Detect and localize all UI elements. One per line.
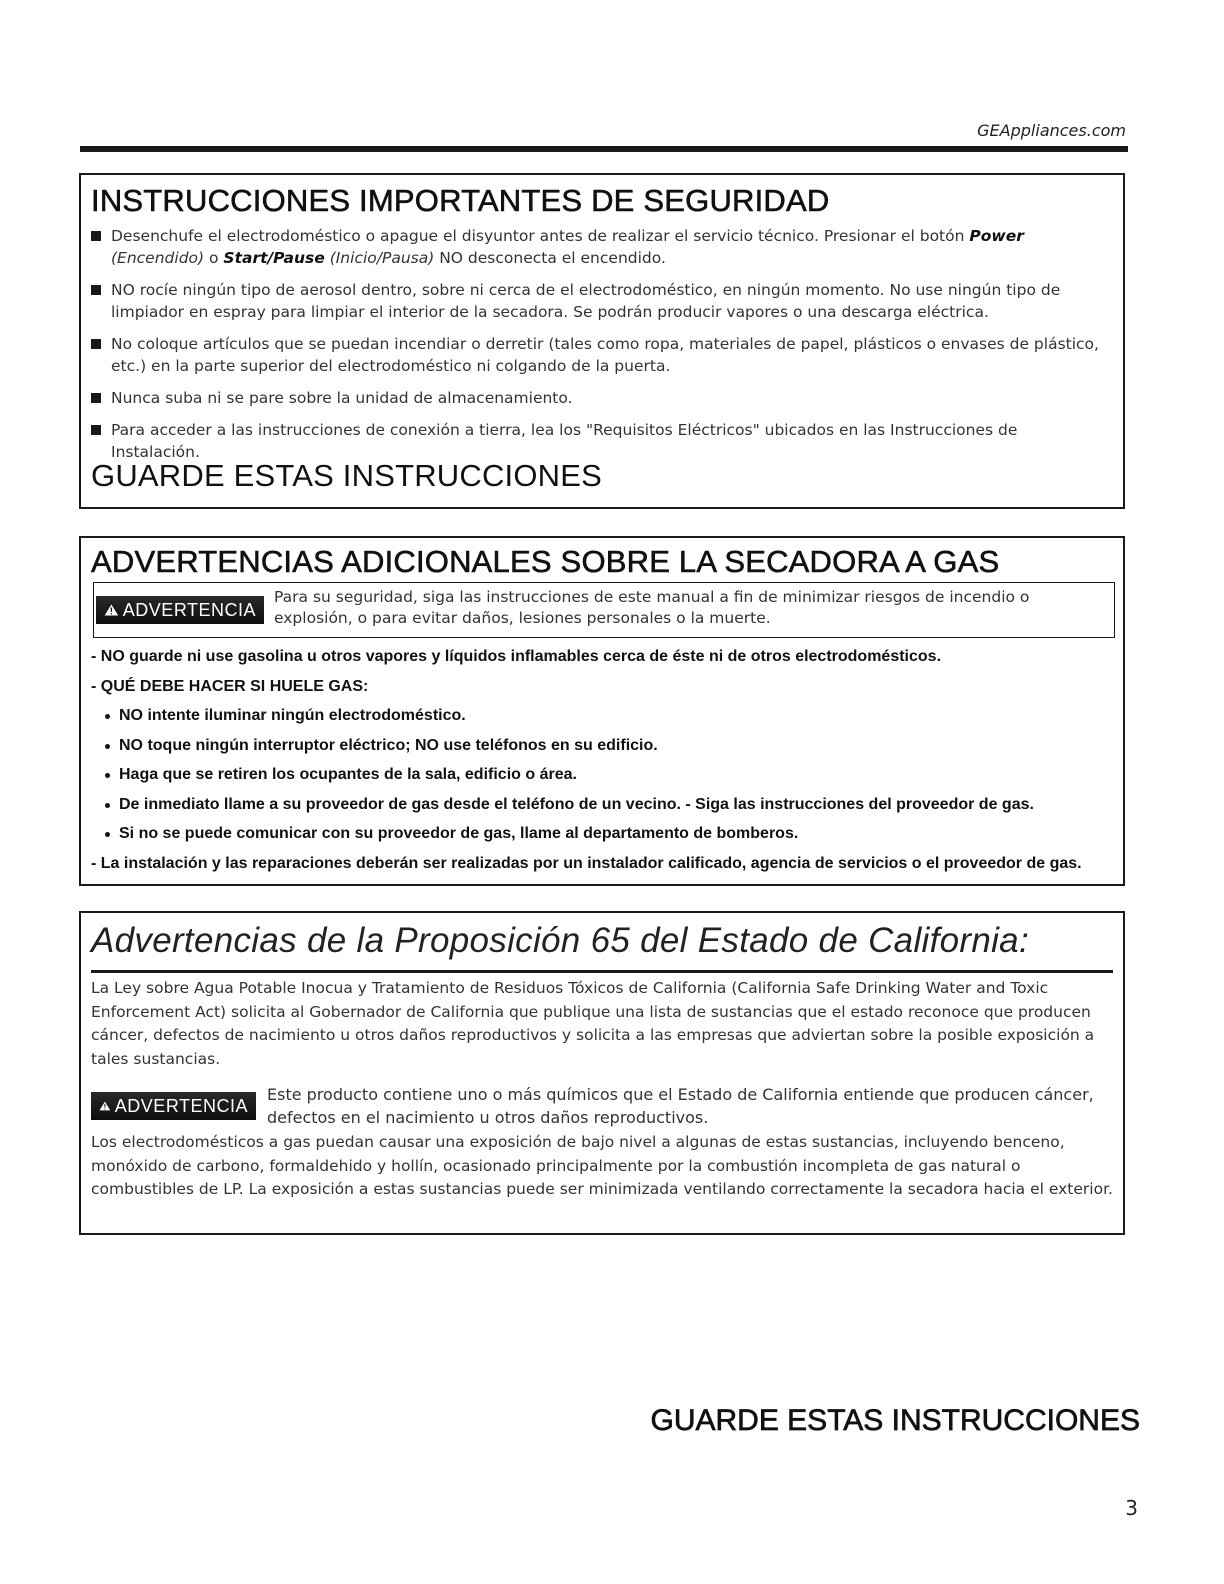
- list-item: Haga que se retiren los ocupantes de la sala, edificio o área.: [91, 764, 1121, 786]
- gas-line: - La instalación y las reparaciones deberán ser realizadas por un instalador calificado, agencia de servicios o el proveedor de gas.: [91, 854, 1082, 872]
- site-url: GEAppliances.com: [977, 121, 1126, 140]
- save-instructions-footer: GUARDE ESTAS INSTRUCCIONES: [650, 1404, 1140, 1437]
- prop65-paragraph-2: Los electrodomésticos a gas puedan causar una exposición de bajo nivel a algunas de estas sustancias, incluyendo benceno, monóxido de carbono, formaldehido y hollín, ocasionado principalmente por la combustión incompleta de gas natural o combustibles de LP. La exposición a estas sustancias puede ser minimizada ventilando correctamente la secadora hacia el exterior.: [91, 1133, 1113, 1198]
- prop65-box: [79, 911, 1125, 1235]
- square-bullet-icon: [91, 285, 101, 295]
- warning-triangle-icon: [99, 1096, 111, 1116]
- list-item: No coloque artículos que se puedan incendiar o derretir (tales como ropa, materiales de papel, plásticos o envases de plástico, etc.) en la parte superior del electrodoméstico ni colgando de la puerta.: [91, 333, 1111, 377]
- safety-title: INSTRUCCIONES IMPORTANTES DE SEGURIDAD: [91, 183, 830, 218]
- page-number: 3: [1125, 1496, 1138, 1520]
- bullet-icon: [105, 714, 110, 719]
- square-bullet-icon: [91, 425, 101, 435]
- warning-badge: ADVERTENCIA: [91, 1092, 256, 1120]
- bullet-icon: [105, 832, 110, 837]
- list-item: NO rocíe ningún tipo de aerosol dentro, sobre ni cerca de el electrodoméstico, en ningún momento. No use ningún tipo de limpiador en espray para limpiar el interior de la secadora. Se podrán producir vapores o una descarga eléctrica.: [91, 279, 1111, 323]
- gas-line: - QUÉ DEBE HACER SI HUELE GAS:: [91, 677, 369, 695]
- bullet-icon: [105, 744, 110, 749]
- gas-title: ADVERTENCIAS ADICIONALES SOBRE LA SECADORA A GAS: [91, 544, 1000, 579]
- safety-instructions-box: [79, 173, 1125, 509]
- header-rule: [80, 146, 1128, 152]
- prop65-title: Advertencias de la Proposición 65 del Estado de California:: [91, 921, 1029, 960]
- list-item: NO intente iluminar ningún electrodoméstico.: [91, 705, 1121, 727]
- list-item: Nunca suba ni se pare sobre la unidad de almacenamiento.: [91, 387, 1111, 409]
- gas-line: - NO guarde ni use gasolina u otros vapores y líquidos inflamables cerca de éste ni de otros electrodomésticos.: [91, 648, 942, 665]
- prop65-rule: [91, 970, 1113, 973]
- gas-instructions: [91, 646, 1121, 882]
- bullet-icon: [105, 773, 110, 778]
- square-bullet-icon: [91, 231, 101, 241]
- gas-warning-row: [93, 582, 1115, 638]
- square-bullet-icon: [91, 339, 101, 349]
- list-item: Para acceder a las instrucciones de conexión a tierra, lea los "Requisitos Eléctricos" ubicados en las Instrucciones de Instalación.: [91, 419, 1111, 463]
- gas-warning-text: Para su seguridad, siga las instrucciones de este manual a fin de minimizar riesgos de incendio o explosión, o para evitar daños, lesiones personales o la muerte.: [274, 588, 1030, 627]
- warning-triangle-icon: [104, 600, 119, 620]
- prop65-warning-text: Este producto contiene uno o más químicos que el Estado de California entiende que producen cáncer, defectos en el nacimiento u otros daños reproductivos.: [267, 1085, 1094, 1127]
- warning-badge: ADVERTENCIA: [96, 596, 264, 624]
- bullet-icon: [105, 803, 110, 808]
- list-item: Si no se puede comunicar con su proveedor de gas, llame al departamento de bomberos.: [91, 823, 1121, 845]
- list-item: De inmediato llame a su proveedor de gas desde el teléfono de un vecino. - Siga las instrucciones del proveedor de gas.: [91, 794, 1121, 816]
- prop65-paragraph-1: La Ley sobre Agua Potable Inocua y Tratamiento de Residuos Tóxicos de California (California Safe Drinking Water and Toxic Enforcement Act) solicita al Gobernador de California que publique una lista de sustancias que el estado reconoce que producen cáncer, defectos de nacimiento u otros daños reproductivos y solicita a las empresas que adviertan sobre la posible exposición a tales sustancias.: [91, 979, 1095, 1068]
- square-bullet-icon: [91, 393, 101, 403]
- list-item: Desenchufe el electrodoméstico o apague el disyuntor antes de realizar el servicio técnico. Presionar el botón Power (Encendido) o Start/Pause (Inicio/Pausa) NO desconecta el encendido.: [91, 225, 1111, 269]
- gas-warnings-box: [79, 536, 1125, 886]
- safety-list: [91, 225, 1111, 473]
- list-item: NO toque ningún interruptor eléctrico; NO use teléfonos en su edificio.: [91, 735, 1121, 757]
- save-instructions-heading: GUARDE ESTAS INSTRUCCIONES: [91, 458, 603, 493]
